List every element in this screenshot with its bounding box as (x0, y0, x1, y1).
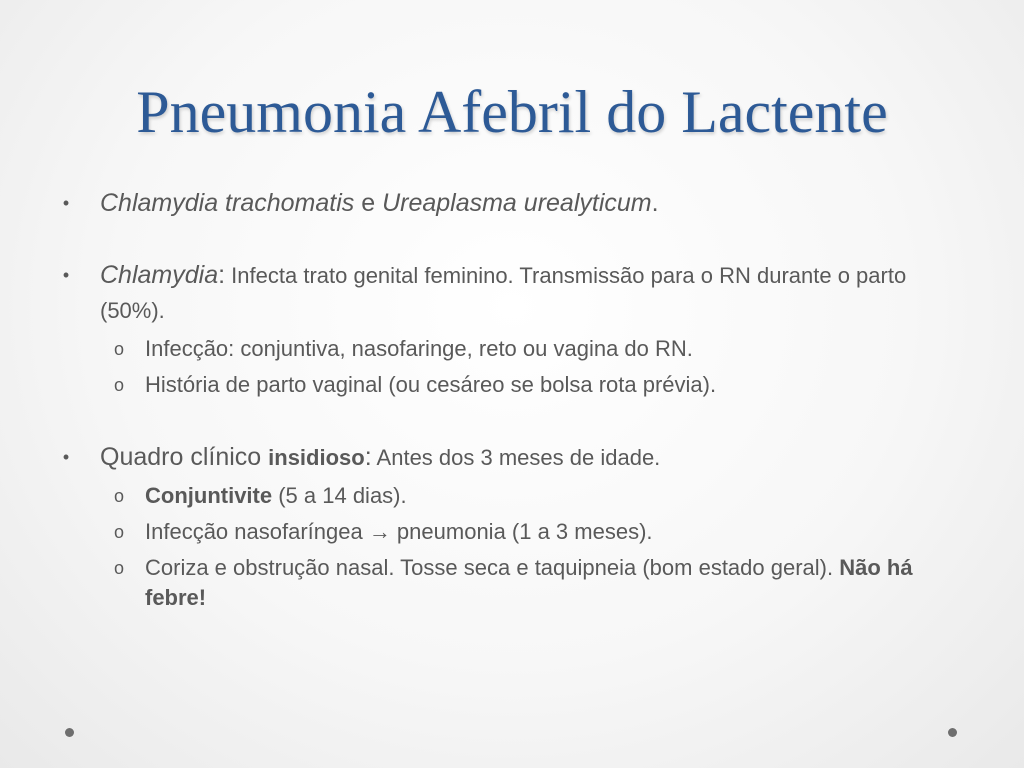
bullet-dot-icon: • (62, 265, 70, 285)
sub-bullet-circle-icon: o (114, 339, 125, 359)
organism-name-ureaplasma: Ureaplasma urealyticum (382, 189, 652, 217)
bullet-dot-icon: • (62, 447, 70, 467)
bullet-item-chlamydia (56, 258, 956, 328)
sub-bullet-circle-icon: o (114, 558, 125, 578)
bullet-item-organisms (56, 186, 956, 220)
sub-bullet-text: Infecção nasofaríngea → pneumonia (1 a 3 meses). (145, 519, 653, 544)
sub-bullet-historia (56, 370, 956, 400)
colon-text: : (364, 443, 372, 471)
quadro-clinico-label: Quadro clínico (100, 443, 269, 471)
sub-bullet-circle-icon: o (114, 486, 125, 506)
organism-name-chlamydia-trachomatis: Chlamydia trachomatis (100, 189, 355, 217)
slide-title: Pneumonia Afebril do Lactente (136, 79, 888, 145)
sub-bullet-infeccao (56, 334, 956, 364)
sub-bullet-circle-icon: o (114, 522, 125, 542)
sub-bullet-text: História de parto vaginal (ou cesáreo se bolsa rota prévia). (145, 372, 717, 397)
sub-bullet-text: Infecção: conjuntiva, nasofaringe, reto ou vagina do RN. (145, 336, 693, 361)
corner-dot-icon (948, 728, 957, 737)
nao-ha-febre-bold: Não há febre! (145, 555, 913, 610)
sub-bullet-infeccao-nasofaringea (56, 517, 956, 547)
chlamydia-description: Infecta trato genital feminino. Transmissão para o RN durante o parto (50%). (100, 263, 907, 323)
bullet-item-quadro-clinico (56, 440, 956, 475)
colon-text: : (218, 261, 226, 289)
bullet-dot-icon: • (62, 193, 70, 213)
sub-bullet-text: Coriza e obstrução nasal. Tosse seca e taquipneia (bom estado geral). (145, 555, 840, 580)
sub-bullet-text: (5 a 14 dias). (272, 483, 407, 508)
sub-bullet-circle-icon: o (114, 375, 125, 395)
corner-dot-icon (65, 728, 74, 737)
insidioso-bold: insidioso (268, 445, 365, 470)
chlamydia-label: Chlamydia (100, 261, 219, 289)
slide-content (56, 186, 956, 613)
conjunction-text: e (354, 189, 383, 217)
conjuntivite-bold: Conjuntivite (145, 483, 273, 508)
sub-bullet-coriza (56, 553, 956, 613)
sub-bullet-conjuntivite (56, 481, 956, 511)
quadro-clinico-description: Antes dos 3 meses de idade. (371, 445, 661, 470)
period-text: . (651, 189, 659, 217)
